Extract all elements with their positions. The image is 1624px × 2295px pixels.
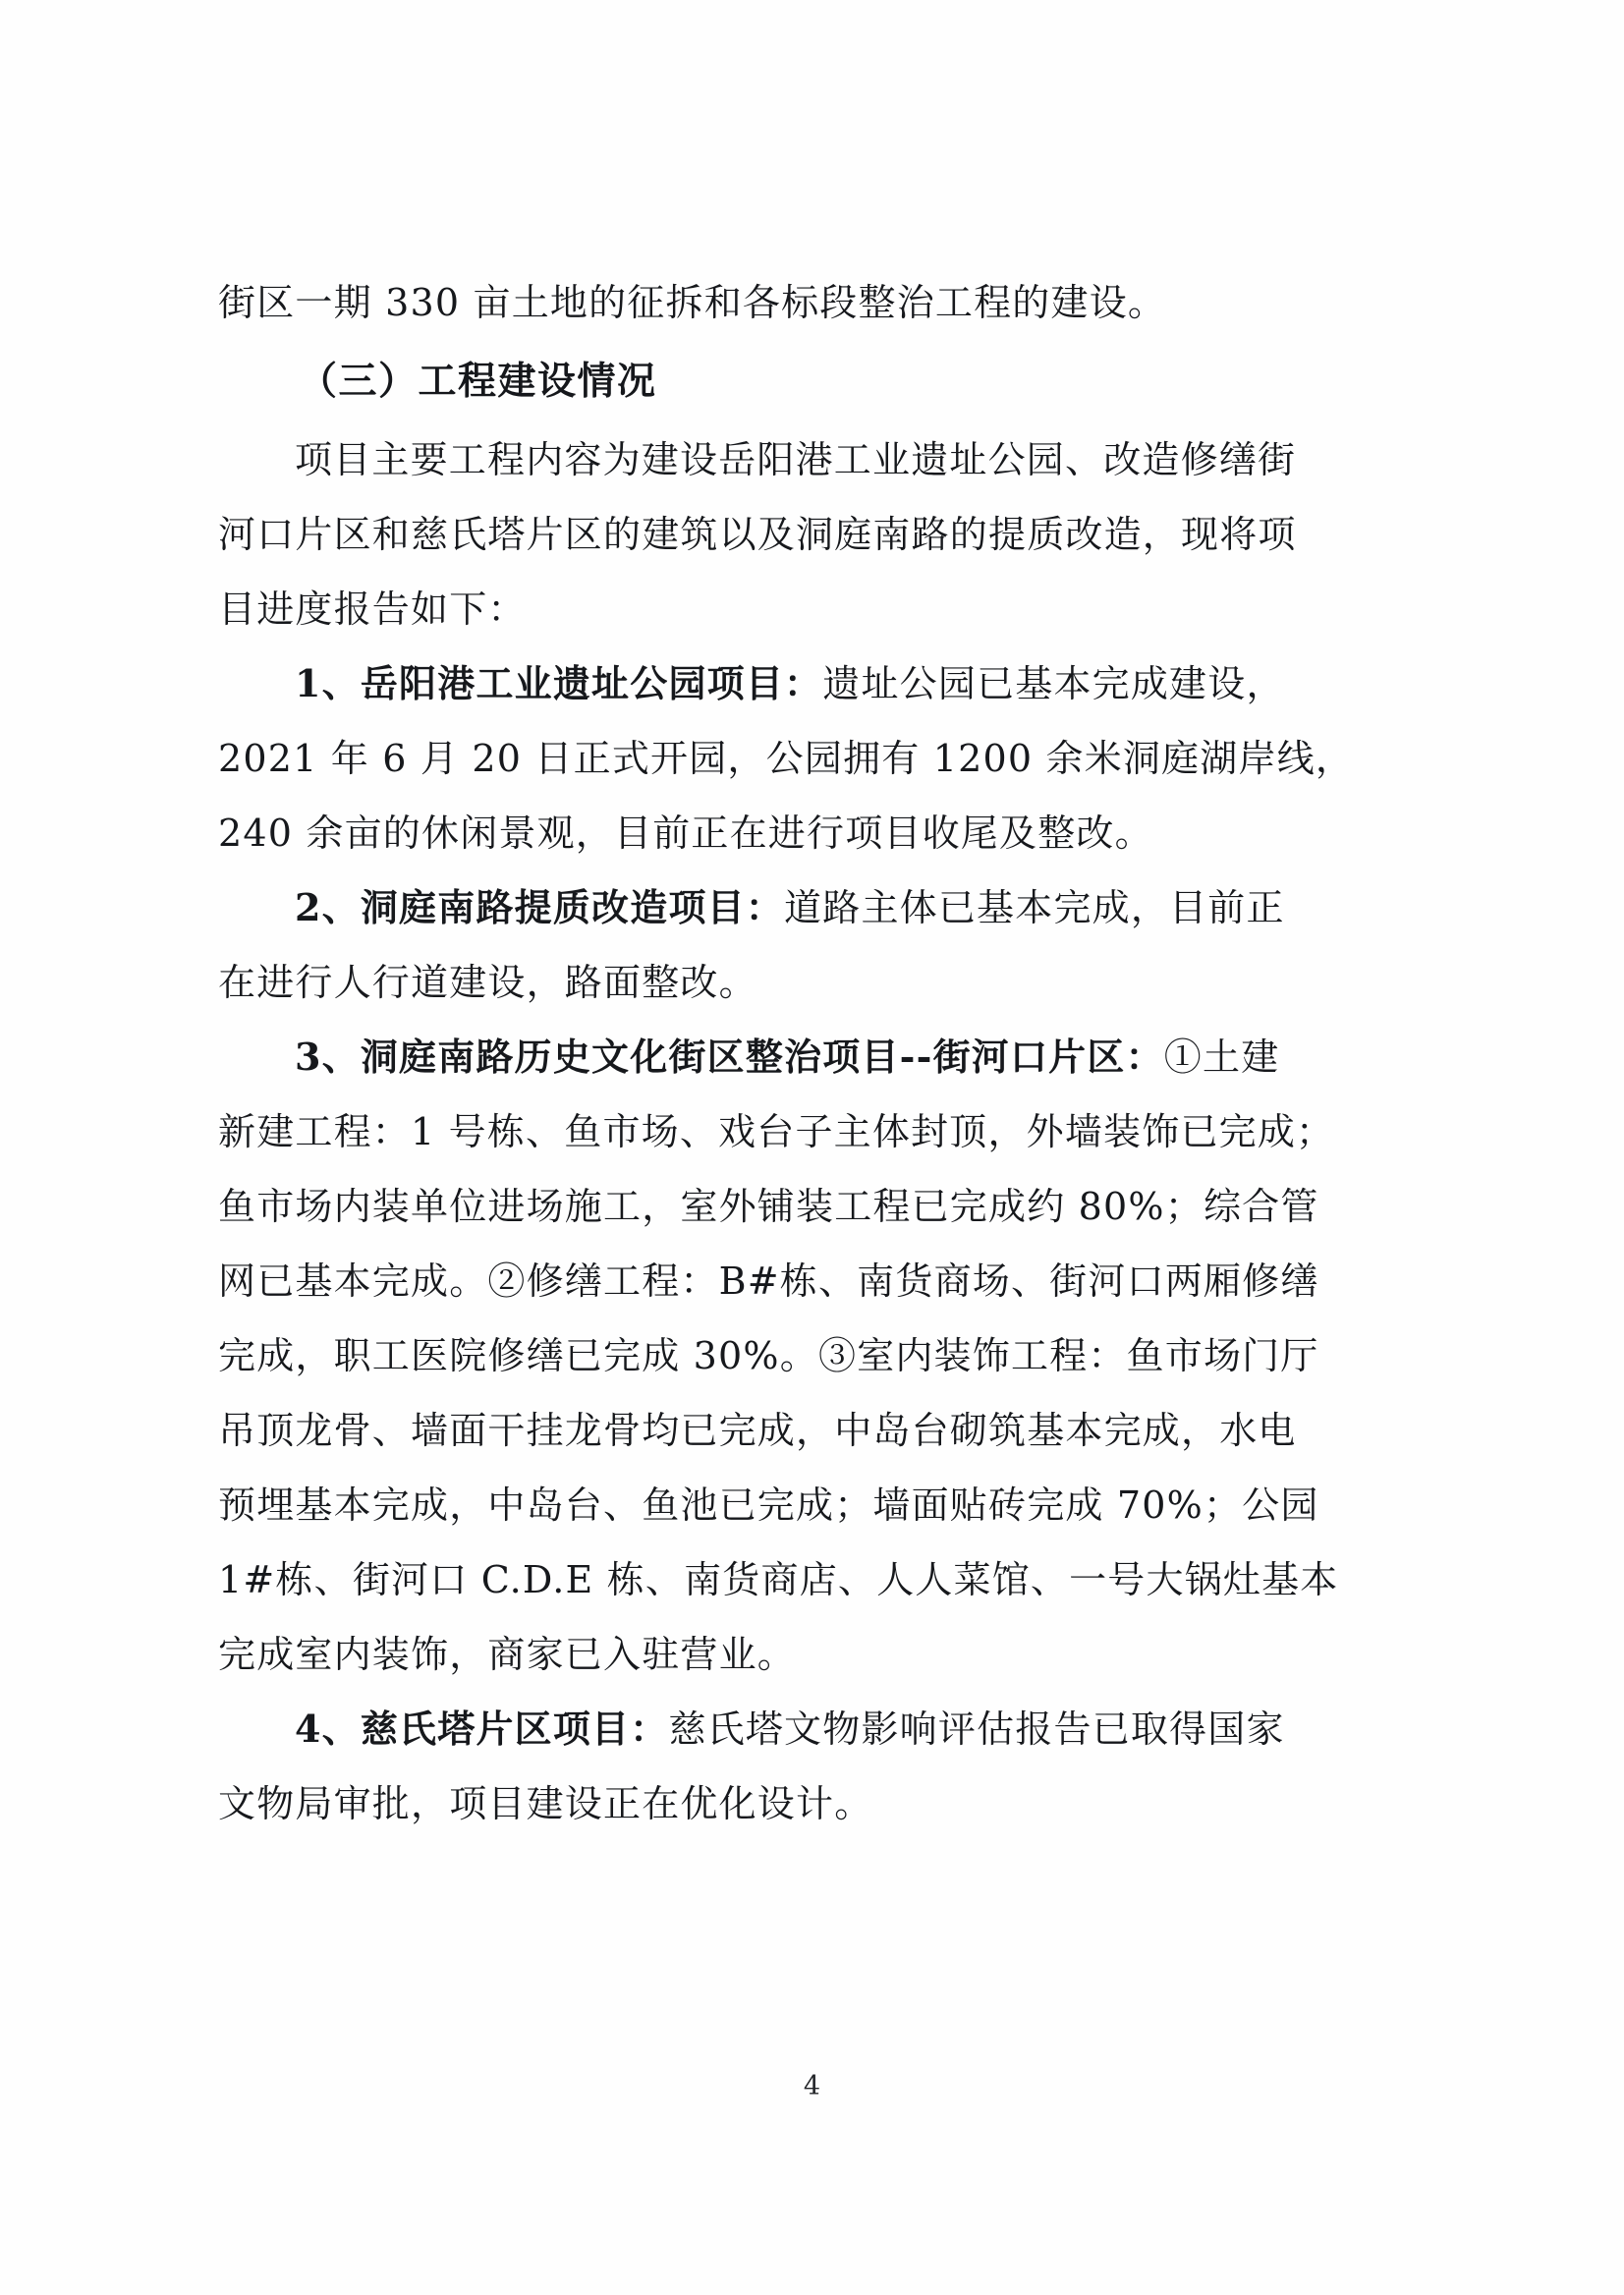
text-line [218,870,1425,945]
text-run-bold: 2、洞庭南路提质改造项目： [295,885,785,929]
text-run: 1#栋、街河口 C.D.E 栋、南货商店、人人菜馆、一号大锅灶基本 [218,1558,1339,1601]
text-line [218,1244,1425,1318]
document-body [218,265,1425,1841]
paragraph [218,422,1425,646]
text-run: 遗址公园已基本完成建设， [822,662,1285,705]
text-run-bold: 3、洞庭南路历史文化街区整治项目--街河口片区： [295,1035,1164,1079]
text-run: 240 余亩的休闲景观，目前正在进行项目收尾及整改。 [218,812,1153,855]
text-line [218,1020,1425,1094]
text-line [218,497,1425,572]
text-run: 新建工程：1 号栋、鱼市场、戏台子主体封顶，外墙装饰已完成； [218,1110,1335,1153]
text-line [218,721,1425,796]
text-line [218,796,1425,870]
text-run: 2021 年 6 月 20 日正式开园，公园拥有 1200 余米洞庭湖岸线， [218,737,1355,780]
text-run: 文物局审批，项目建设正在优化设计。 [218,1782,873,1825]
text-line [218,646,1425,721]
text-run: 项目主要工程内容为建设岳阳港工业遗址公园、改造修缮街 [295,438,1297,481]
text-line [218,572,1425,646]
text-line [218,1318,1425,1393]
text-run: 河口片区和慈氏塔片区的建筑以及洞庭南路的提质改造，现将项 [218,513,1297,556]
text-line [218,945,1425,1020]
text-run: 道路主体已基本完成，目前正 [784,886,1285,929]
text-run: ①土建 [1163,1036,1280,1079]
text-run: 在进行人行道建设，路面整改。 [218,961,757,1004]
paragraph [218,265,1425,340]
text-line [218,1468,1425,1542]
text-run: 预埋基本完成，中岛台、鱼池已完成；墙面贴砖完成 70%；公园 [218,1483,1319,1527]
text-line [218,1766,1425,1841]
paragraph [218,646,1425,870]
paragraph [218,1020,1425,1692]
paragraph [218,1692,1425,1841]
text-run-bold: 4、慈氏塔片区项目： [295,1707,669,1751]
text-line [218,1393,1425,1468]
text-line [218,1542,1425,1617]
text-line [218,265,1425,340]
text-run-bold: 1、岳阳港工业遗址公园项目： [295,661,823,705]
text-line [218,1094,1425,1169]
paragraph [218,870,1425,1020]
page-number: 4 [803,2071,821,2101]
section-heading: （三）工程建设情况 [299,359,657,404]
text-run: 慈氏塔文物影响评估报告已取得国家 [668,1707,1285,1751]
text-line [218,1617,1425,1692]
text-run: 完成，职工医院修缮已完成 30%。③室内装饰工程：鱼市场门厅 [218,1334,1319,1377]
text-line [218,1169,1425,1244]
text-run: 街区一期 330 亩土地的征拆和各标段整治工程的建设。 [218,281,1167,324]
text-run: 目进度报告如下： [218,588,527,631]
text-run: 吊顶龙骨、墙面干挂龙骨均已完成，中岛台砌筑基本完成，水电 [218,1409,1297,1452]
text-run: 完成室内装饰，商家已入驻营业。 [218,1633,797,1676]
text-run: 网已基本完成。②修缮工程：B#栋、南货商场、街河口两厢修缮 [218,1259,1319,1303]
text-line [218,422,1425,497]
text-run: 鱼市场内装单位进场施工，室外铺装工程已完成约 80%；综合管 [218,1185,1319,1228]
text-line [218,1692,1425,1766]
